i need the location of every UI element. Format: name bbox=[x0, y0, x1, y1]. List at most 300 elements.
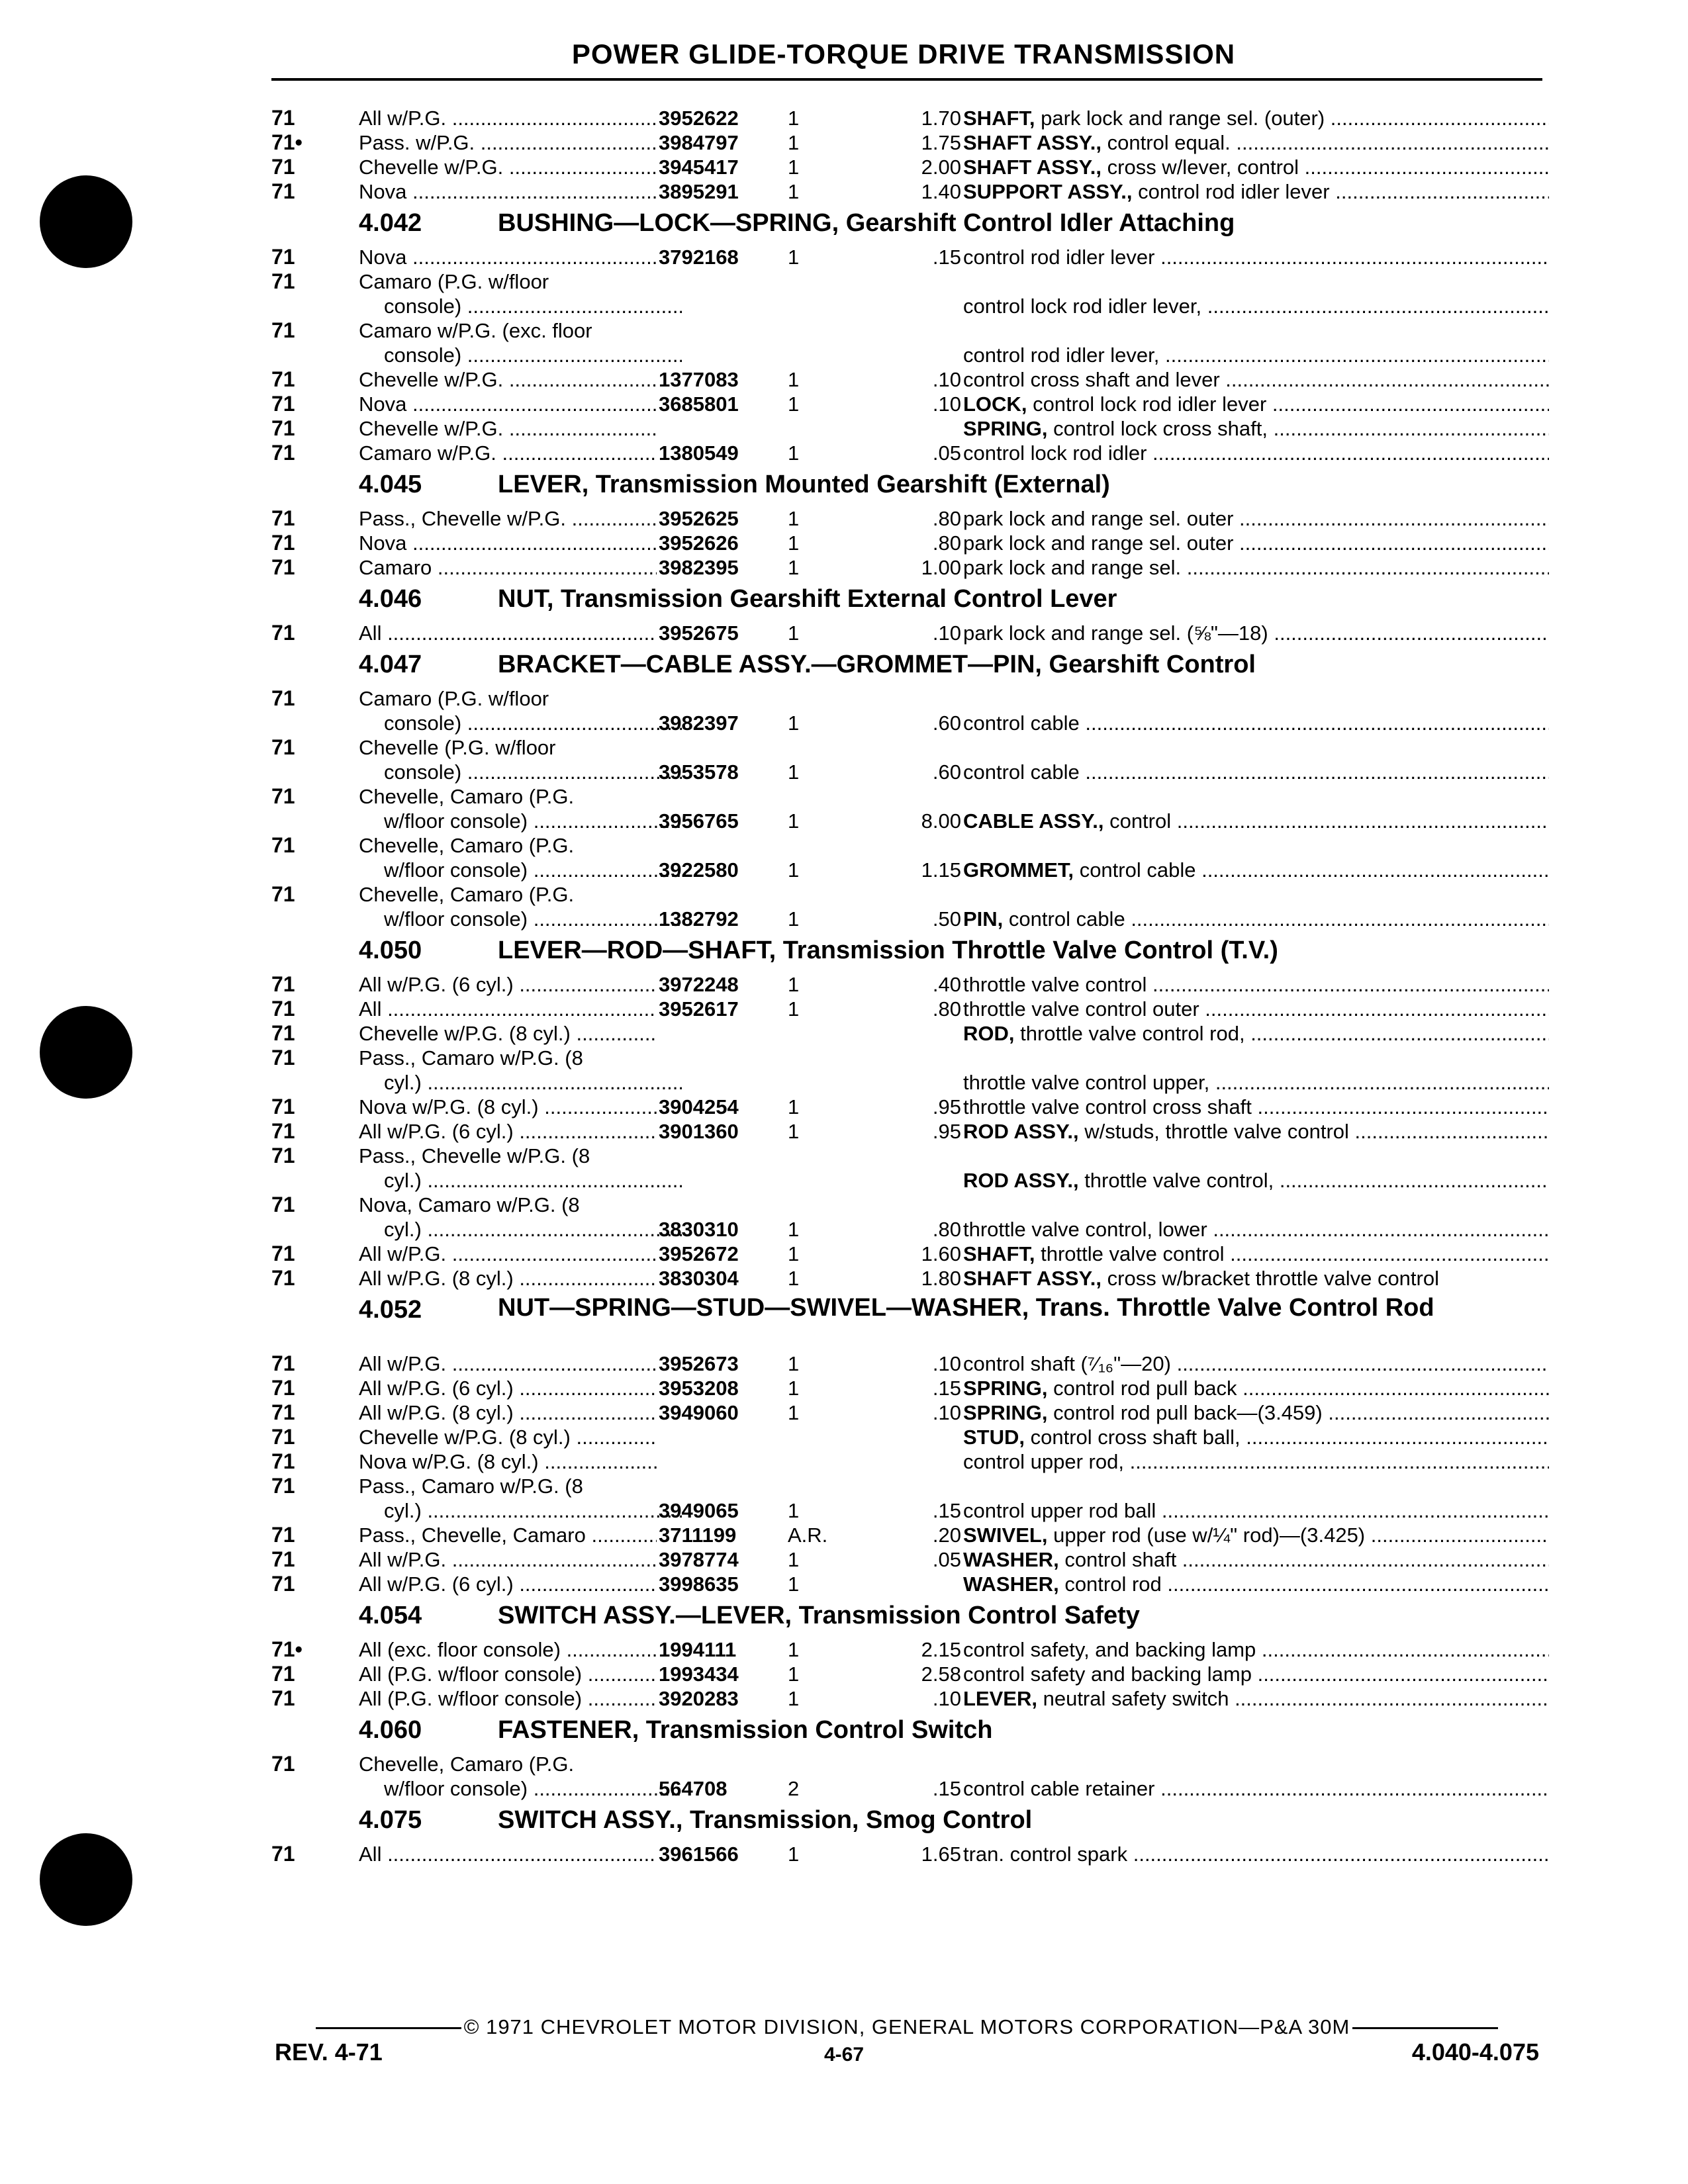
quantity: 1 bbox=[788, 760, 800, 784]
part-row bbox=[271, 997, 1549, 1021]
part-row bbox=[271, 245, 1549, 269]
group-code: 4.054 bbox=[359, 1602, 422, 1629]
part-desc-text: throttle valve control, bbox=[1084, 1169, 1274, 1192]
title-rule bbox=[271, 78, 1542, 81]
model-applicability: All w/P.G. ..... bbox=[359, 1547, 657, 1572]
model-applicability: Nova w/P.G. (8 cyl.) ..... bbox=[359, 1095, 657, 1119]
model-year: 71 bbox=[271, 1572, 295, 1596]
part-name: GROMMET, bbox=[963, 858, 1074, 882]
model-applicability: All (P.G. w/floor console) ..... bbox=[359, 1662, 657, 1686]
page-number: 4-67 bbox=[823, 2044, 865, 2066]
part-description bbox=[963, 1842, 1549, 1866]
part-description bbox=[963, 1119, 1549, 1144]
part-number: 3904254 bbox=[659, 1095, 739, 1118]
part-row bbox=[271, 179, 1549, 204]
part-description bbox=[963, 1095, 1549, 1119]
group-heading bbox=[271, 1801, 1549, 1842]
model-applicability: All w/P.G. (8 cyl.) ..... bbox=[359, 1400, 657, 1425]
binder-hole-middle bbox=[40, 1006, 132, 1099]
quantity: 1 bbox=[788, 858, 800, 882]
part-description bbox=[963, 1637, 1549, 1662]
part-desc-text: control lock rod idler bbox=[963, 441, 1147, 465]
part-number: 3984797 bbox=[659, 131, 739, 154]
model-applicability: Chevelle w/P.G. ..... bbox=[359, 367, 657, 392]
model-year: 71 bbox=[271, 1474, 295, 1498]
quantity: 1 bbox=[788, 1095, 800, 1118]
price: 1.65 bbox=[921, 1843, 961, 1866]
model-applicability: Chevelle, Camaro (P.G. bbox=[359, 785, 575, 808]
quantity: 1 bbox=[788, 1843, 800, 1866]
group-title: FASTENER, Transmission Control Switch bbox=[498, 1716, 993, 1744]
part-description bbox=[963, 1070, 1549, 1095]
price: .95 bbox=[932, 1120, 961, 1143]
group-code: 4.050 bbox=[359, 936, 422, 964]
quantity: 1 bbox=[788, 907, 800, 931]
part-name: STUD, bbox=[963, 1426, 1025, 1449]
part-row-line2 bbox=[271, 858, 1549, 882]
part-desc-text: cross w/lever, control bbox=[1107, 156, 1299, 179]
model-year: 71 bbox=[271, 1662, 295, 1686]
part-number: 3949065 bbox=[659, 1499, 739, 1522]
model-applicability-cont: console) ..... bbox=[384, 343, 682, 367]
model-year: 71 bbox=[271, 1119, 295, 1143]
part-row bbox=[271, 1449, 1549, 1474]
part-description bbox=[963, 1242, 1549, 1266]
binder-hole-bottom bbox=[40, 1833, 132, 1926]
quantity: 1 bbox=[788, 1401, 800, 1424]
model-year: 71 bbox=[271, 1046, 295, 1069]
quantity: 1 bbox=[788, 368, 800, 391]
quantity: 1 bbox=[788, 809, 800, 833]
part-description bbox=[963, 1217, 1549, 1242]
part-number: 3895291 bbox=[659, 180, 739, 203]
model-year: 71 bbox=[271, 1842, 295, 1866]
part-number: 3922580 bbox=[659, 858, 739, 882]
model-year: 71 bbox=[271, 1449, 295, 1473]
part-description bbox=[963, 711, 1549, 735]
model-year: 71 bbox=[271, 106, 295, 130]
model-applicability-cont: w/floor console) ..... bbox=[384, 907, 682, 931]
part-desc-text: control lock cross shaft, bbox=[1053, 417, 1268, 440]
part-row-line2 bbox=[271, 1498, 1549, 1523]
model-year: 71 bbox=[271, 506, 295, 530]
quantity: 1 bbox=[788, 997, 800, 1021]
quantity: 2 bbox=[788, 1777, 800, 1800]
footer-rule-right bbox=[1352, 2027, 1498, 2029]
model-applicability: Chevelle w/P.G. (8 cyl.) ..... bbox=[359, 1425, 657, 1449]
model-applicability: Nova ..... bbox=[359, 531, 657, 555]
model-applicability: All w/P.G. (8 cyl.) ..... bbox=[359, 1266, 657, 1291]
model-year: 71 bbox=[271, 1547, 295, 1571]
model-applicability: Pass., Camaro w/P.G. (8 bbox=[359, 1475, 583, 1498]
footer-copyright-line bbox=[275, 2015, 1539, 2042]
model-year: 71 bbox=[271, 1425, 295, 1449]
part-desc-text: control equal. bbox=[1107, 131, 1231, 154]
part-row-line2 bbox=[271, 1168, 1549, 1193]
model-year: 71 bbox=[271, 1193, 295, 1216]
quantity: 1 bbox=[788, 156, 800, 179]
group-heading bbox=[271, 465, 1549, 506]
group-title: LEVER—ROD—SHAFT, Transmission Throttle Valve Control (T.V.) bbox=[498, 936, 1278, 964]
part-desc-text: upper rod (use w/¼" rod)—(3.425) bbox=[1053, 1524, 1366, 1547]
part-desc-text: control cable bbox=[1008, 907, 1125, 931]
model-applicability-cont: console) ..... bbox=[384, 711, 682, 735]
group-title: SWITCH ASSY.—LEVER, Transmission Control Safety bbox=[498, 1602, 1140, 1629]
quantity: 1 bbox=[788, 131, 800, 154]
part-row-line2 bbox=[271, 1070, 1549, 1095]
part-desc-text: control safety, and backing lamp bbox=[963, 1638, 1256, 1661]
group-code: 4.046 bbox=[359, 585, 422, 613]
model-applicability: Nova w/P.G. (8 cyl.) ..... bbox=[359, 1449, 657, 1474]
model-year: 71 bbox=[271, 972, 295, 996]
price: .60 bbox=[932, 760, 961, 784]
quantity: 1 bbox=[788, 392, 800, 416]
part-number: 3945417 bbox=[659, 156, 739, 179]
part-row-line1 bbox=[271, 735, 1549, 760]
model-year: 71 bbox=[271, 269, 295, 293]
quantity: 1 bbox=[788, 1377, 800, 1400]
part-number: 3952626 bbox=[659, 531, 739, 555]
part-row bbox=[271, 1842, 1549, 1866]
part-desc-text: throttle valve control rod, bbox=[1020, 1022, 1245, 1045]
part-description bbox=[963, 1400, 1549, 1425]
part-row-line1 bbox=[271, 882, 1549, 907]
part-row bbox=[271, 1637, 1549, 1662]
part-name: LEVER, bbox=[963, 1687, 1037, 1710]
price: .10 bbox=[932, 392, 961, 416]
group-heading bbox=[271, 645, 1549, 686]
part-number: 3952672 bbox=[659, 1242, 739, 1265]
part-desc-text: control rod bbox=[1064, 1572, 1162, 1596]
part-name: CABLE ASSY., bbox=[963, 809, 1104, 833]
part-number: 3953578 bbox=[659, 760, 739, 784]
part-number: 3952673 bbox=[659, 1352, 739, 1375]
model-year: 71 bbox=[271, 1686, 295, 1710]
quantity: 1 bbox=[788, 1120, 800, 1143]
model-applicability: All w/P.G. ..... bbox=[359, 1242, 657, 1266]
price: .80 bbox=[932, 507, 961, 530]
model-year: 71 bbox=[271, 155, 295, 179]
group-code: 4.052 bbox=[359, 1296, 422, 1324]
part-name: SPRING, bbox=[963, 417, 1048, 440]
part-desc-text: control cable retainer bbox=[963, 1777, 1155, 1800]
model-year: 71 bbox=[271, 416, 295, 440]
part-desc-text: control lock rod idler lever bbox=[1033, 392, 1267, 416]
model-year: 71 bbox=[271, 245, 295, 269]
model-year: 71 bbox=[271, 367, 295, 391]
model-applicability: Chevelle w/P.G. ..... bbox=[359, 416, 657, 441]
part-row bbox=[271, 367, 1549, 392]
revision-label: REV. 4-71 bbox=[275, 2038, 383, 2066]
part-row bbox=[271, 1021, 1549, 1046]
part-number: 1993434 bbox=[659, 1662, 739, 1686]
part-desc-text: control shaft bbox=[1064, 1548, 1177, 1571]
model-year: 71• bbox=[271, 1637, 303, 1661]
part-row-line1 bbox=[271, 1193, 1549, 1217]
price: .10 bbox=[932, 1352, 961, 1375]
part-description bbox=[963, 972, 1549, 997]
model-year: 71 bbox=[271, 179, 295, 203]
part-row bbox=[271, 1351, 1549, 1376]
part-desc-text: control upper rod ball bbox=[963, 1499, 1156, 1522]
model-applicability: Camaro w/P.G. (exc. floor bbox=[359, 319, 592, 342]
model-year: 71 bbox=[271, 997, 295, 1021]
group-title: BRACKET—CABLE ASSY.—GROMMET—PIN, Gearshift Control bbox=[498, 651, 1256, 678]
part-name: SUPPORT ASSY., bbox=[963, 180, 1133, 203]
price: .15 bbox=[932, 1777, 961, 1800]
model-applicability: Chevelle (P.G. w/floor bbox=[359, 736, 556, 759]
group-code: 4.060 bbox=[359, 1716, 422, 1744]
model-applicability: All ..... bbox=[359, 621, 657, 645]
part-description bbox=[963, 1449, 1549, 1474]
part-desc-text: cross w/bracket throttle valve control bbox=[1107, 1267, 1439, 1290]
model-year: 71 bbox=[271, 441, 295, 465]
part-row bbox=[271, 1400, 1549, 1425]
price: .10 bbox=[932, 621, 961, 645]
part-row bbox=[271, 130, 1549, 155]
price: .05 bbox=[932, 441, 961, 465]
part-row-line2 bbox=[271, 809, 1549, 833]
price: .60 bbox=[932, 711, 961, 735]
part-row-line2 bbox=[271, 1217, 1549, 1242]
part-number: 3711199 bbox=[659, 1524, 737, 1547]
model-applicability: All w/P.G. (6 cyl.) ..... bbox=[359, 1376, 657, 1400]
quantity: 1 bbox=[788, 1218, 800, 1241]
group-title: BUSHING—LOCK—SPRING, Gearshift Control Idler Attaching bbox=[498, 209, 1235, 237]
part-name: WASHER, bbox=[963, 1548, 1059, 1571]
part-row bbox=[271, 531, 1549, 555]
model-year: 71 bbox=[271, 686, 295, 710]
model-year: 71 bbox=[271, 621, 295, 645]
quantity: A.R. bbox=[788, 1524, 828, 1547]
price: .20 bbox=[932, 1524, 961, 1547]
part-number: 3952625 bbox=[659, 507, 739, 530]
model-year: 71 bbox=[271, 1095, 295, 1118]
part-description bbox=[963, 1776, 1549, 1801]
model-applicability: All w/P.G. (6 cyl.) ..... bbox=[359, 972, 657, 997]
quantity: 1 bbox=[788, 1267, 800, 1290]
part-desc-text: control bbox=[1109, 809, 1172, 833]
model-applicability: Chevelle w/P.G. ..... bbox=[359, 155, 657, 179]
model-applicability: Camaro ..... bbox=[359, 555, 657, 580]
model-year: 71 bbox=[271, 1266, 295, 1290]
part-description bbox=[963, 997, 1549, 1021]
part-description bbox=[963, 531, 1549, 555]
part-description bbox=[963, 416, 1549, 441]
group-heading bbox=[271, 1291, 1549, 1351]
footer-rule-left bbox=[316, 2027, 461, 2029]
price: 8.00 bbox=[921, 809, 961, 833]
part-number: 1994111 bbox=[659, 1638, 737, 1661]
model-applicability-cont: w/floor console) ..... bbox=[384, 1776, 682, 1801]
part-name: SPRING, bbox=[963, 1401, 1048, 1424]
part-number: 564708 bbox=[659, 1777, 727, 1800]
part-number: 3952622 bbox=[659, 107, 739, 130]
part-number: 3972248 bbox=[659, 973, 739, 996]
part-description bbox=[963, 1662, 1549, 1686]
model-year: 71 bbox=[271, 392, 295, 416]
part-desc-text: park lock and range sel. outer bbox=[963, 507, 1234, 530]
part-desc-text: control cross shaft and lever bbox=[963, 368, 1220, 391]
model-year: 71 bbox=[271, 1752, 295, 1776]
part-number: 3978774 bbox=[659, 1548, 739, 1571]
quantity: 1 bbox=[788, 973, 800, 996]
price: 1.00 bbox=[921, 556, 961, 579]
part-name: SHAFT ASSY., bbox=[963, 131, 1102, 154]
part-description bbox=[963, 179, 1549, 204]
part-description bbox=[963, 1686, 1549, 1711]
group-code: 4.075 bbox=[359, 1806, 422, 1834]
quantity: 1 bbox=[788, 1499, 800, 1522]
part-number: 1377083 bbox=[659, 368, 739, 391]
model-year: 71 bbox=[271, 735, 295, 759]
part-description bbox=[963, 858, 1549, 882]
part-name: SHAFT ASSY., bbox=[963, 156, 1102, 179]
part-desc-text: control cable bbox=[1079, 858, 1196, 882]
part-description bbox=[963, 1351, 1549, 1376]
quantity: 1 bbox=[788, 1687, 800, 1710]
parts-list bbox=[271, 106, 1549, 1866]
part-row bbox=[271, 1547, 1549, 1572]
part-name: SWIVEL, bbox=[963, 1524, 1048, 1547]
part-row bbox=[271, 106, 1549, 130]
price: .50 bbox=[932, 907, 961, 931]
model-year: 71• bbox=[271, 130, 303, 154]
part-description bbox=[963, 130, 1549, 155]
part-name: LOCK, bbox=[963, 392, 1027, 416]
part-desc-text: control rod pull back—(3.459) bbox=[1053, 1401, 1323, 1424]
model-applicability: Nova, Camaro w/P.G. (8 bbox=[359, 1193, 580, 1216]
model-applicability: All ..... bbox=[359, 997, 657, 1021]
quantity: 1 bbox=[788, 711, 800, 735]
part-desc-text: control safety and backing lamp bbox=[963, 1662, 1252, 1686]
part-row-line2 bbox=[271, 907, 1549, 931]
part-row-line1 bbox=[271, 1474, 1549, 1498]
part-number: 3685801 bbox=[659, 392, 739, 416]
model-applicability-cont: cyl.) ..... bbox=[384, 1217, 682, 1242]
part-row bbox=[271, 555, 1549, 580]
part-description bbox=[963, 441, 1549, 465]
part-desc-text: neutral safety switch bbox=[1043, 1687, 1229, 1710]
part-row bbox=[271, 1242, 1549, 1266]
part-description bbox=[963, 367, 1549, 392]
price: 2.15 bbox=[921, 1638, 961, 1661]
model-applicability: Chevelle, Camaro (P.G. bbox=[359, 1752, 575, 1776]
quantity: 1 bbox=[788, 180, 800, 203]
part-row-line2 bbox=[271, 294, 1549, 318]
part-desc-text: park lock and range sel. bbox=[963, 556, 1182, 579]
part-desc-text: control rod idler lever, bbox=[963, 343, 1160, 367]
part-desc-text: throttle valve control cross shaft bbox=[963, 1095, 1252, 1118]
model-applicability: Nova ..... bbox=[359, 179, 657, 204]
model-applicability-cont: w/floor console) ..... bbox=[384, 809, 682, 833]
model-applicability: Camaro (P.G. w/floor bbox=[359, 687, 549, 710]
model-applicability: All w/P.G. (6 cyl.) ..... bbox=[359, 1119, 657, 1144]
part-desc-text: control rod pull back bbox=[1053, 1377, 1237, 1400]
part-row bbox=[271, 441, 1549, 465]
model-year: 71 bbox=[271, 833, 295, 857]
price: 2.00 bbox=[921, 156, 961, 179]
part-number: 3952617 bbox=[659, 997, 739, 1021]
quantity: 1 bbox=[788, 107, 800, 130]
model-applicability: Chevelle, Camaro (P.G. bbox=[359, 834, 575, 857]
model-applicability-cont: cyl.) ..... bbox=[384, 1498, 682, 1523]
price: .95 bbox=[932, 1095, 961, 1118]
part-desc-text: control shaft (⁷⁄₁₆"—20) bbox=[963, 1352, 1171, 1375]
model-applicability: Pass., Chevelle w/P.G. ..... bbox=[359, 506, 657, 531]
model-applicability: All (P.G. w/floor console) ..... bbox=[359, 1686, 657, 1711]
price: 1.40 bbox=[921, 180, 961, 203]
part-desc-text: park lock and range sel. (outer) bbox=[1041, 107, 1325, 130]
part-row bbox=[271, 416, 1549, 441]
part-description bbox=[963, 1376, 1549, 1400]
model-applicability: All (exc. floor console) ..... bbox=[359, 1637, 657, 1662]
part-desc-text: park lock and range sel. outer bbox=[963, 531, 1234, 555]
page-title: POWER GLIDE-TORQUE DRIVE TRANSMISSION bbox=[571, 38, 1236, 69]
model-applicability: Pass., Chevelle w/P.G. (8 bbox=[359, 1144, 590, 1167]
quantity: 1 bbox=[788, 507, 800, 530]
model-applicability: Chevelle, Camaro (P.G. bbox=[359, 883, 575, 906]
part-description bbox=[963, 1498, 1549, 1523]
part-name: SHAFT ASSY., bbox=[963, 1267, 1102, 1290]
part-desc-text: throttle valve control outer bbox=[963, 997, 1199, 1021]
model-year: 71 bbox=[271, 531, 295, 555]
group-code: 4.045 bbox=[359, 471, 422, 498]
part-row bbox=[271, 1662, 1549, 1686]
part-desc-text: tran. control spark bbox=[963, 1843, 1128, 1866]
model-year: 71 bbox=[271, 1523, 295, 1547]
part-row bbox=[271, 1095, 1549, 1119]
part-desc-text: control upper rod, bbox=[963, 1450, 1124, 1473]
model-applicability: All ..... bbox=[359, 1842, 657, 1866]
part-row-line1 bbox=[271, 269, 1549, 294]
part-name: SPRING, bbox=[963, 1377, 1048, 1400]
quantity: 1 bbox=[788, 1572, 800, 1596]
group-code: 4.047 bbox=[359, 651, 422, 678]
price: 2.58 bbox=[921, 1662, 961, 1686]
part-name: WASHER, bbox=[963, 1572, 1059, 1596]
model-year: 71 bbox=[271, 1376, 295, 1400]
part-row bbox=[271, 621, 1549, 645]
group-range: 4.040-4.075 bbox=[1411, 2038, 1539, 2066]
price: 1.70 bbox=[921, 107, 961, 130]
part-number: 3998635 bbox=[659, 1572, 739, 1596]
part-desc-text: throttle valve control, lower bbox=[963, 1218, 1207, 1241]
part-description bbox=[963, 1523, 1549, 1547]
part-number: 3920283 bbox=[659, 1687, 739, 1710]
price: 1.75 bbox=[921, 131, 961, 154]
part-name: ROD ASSY., bbox=[963, 1120, 1079, 1143]
part-row bbox=[271, 1266, 1549, 1291]
part-row-line2 bbox=[271, 760, 1549, 784]
quantity: 1 bbox=[788, 1638, 800, 1661]
part-row bbox=[271, 155, 1549, 179]
part-description bbox=[963, 1168, 1549, 1193]
part-desc-text: control rod idler lever bbox=[963, 246, 1155, 269]
quantity: 1 bbox=[788, 246, 800, 269]
model-year: 71 bbox=[271, 784, 295, 808]
part-row-line2 bbox=[271, 1776, 1549, 1801]
group-title: NUT—SPRING—STUD—SWIVEL—WASHER, Trans. Throttle Valve Control Rod bbox=[498, 1294, 1434, 1322]
part-row-line1 bbox=[271, 1752, 1549, 1776]
price: .15 bbox=[932, 246, 961, 269]
quantity: 1 bbox=[788, 1662, 800, 1686]
part-name: SHAFT, bbox=[963, 107, 1035, 130]
model-year: 71 bbox=[271, 318, 295, 342]
model-applicability-cont: cyl.) ..... bbox=[384, 1168, 682, 1193]
part-description bbox=[963, 1425, 1549, 1449]
group-title: NUT, Transmission Gearshift External Control Lever bbox=[498, 585, 1117, 613]
